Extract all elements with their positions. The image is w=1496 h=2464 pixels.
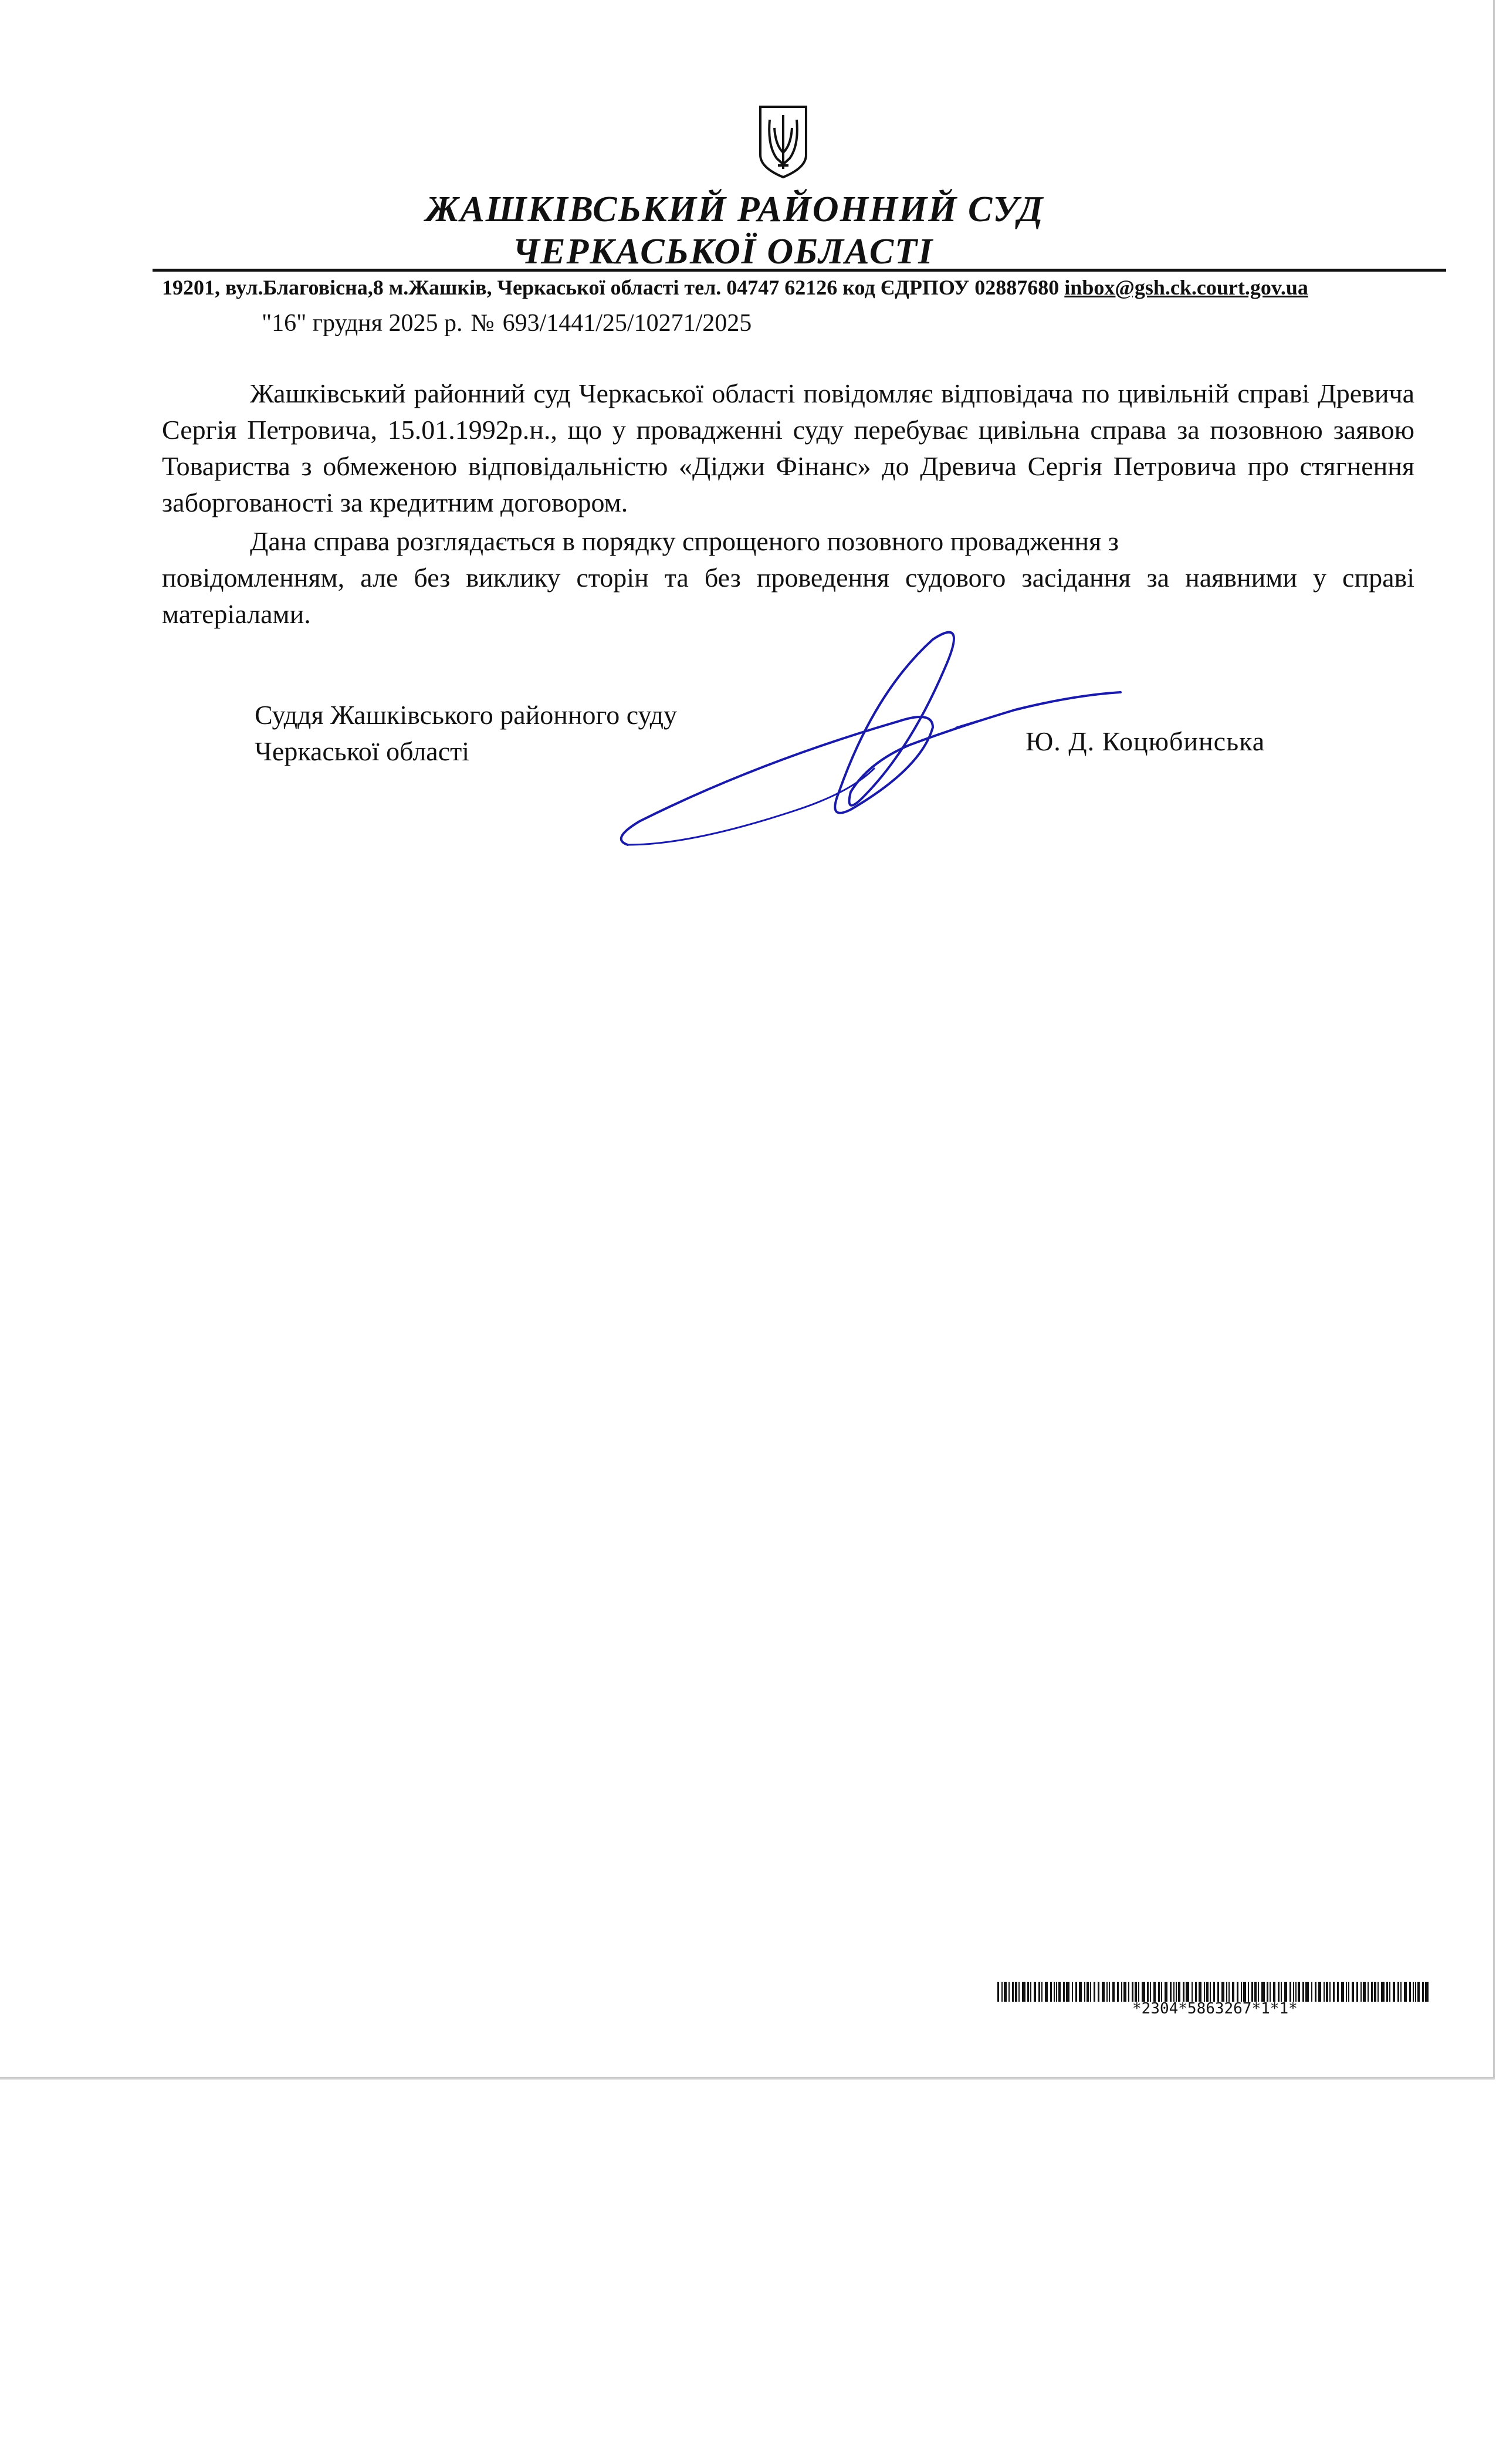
court-name-line2: ЧЕРКАСЬКОЇ ОБЛАСТІ: [512, 232, 934, 272]
body-paragraph-2-rest: повідомленням, але без виклику сторін та без проведення судового засідання за наявними у справі матеріалами.: [162, 563, 1414, 629]
trident-emblem-icon: [757, 104, 810, 180]
contact-line: [162, 275, 1308, 300]
reference-number-label: №: [471, 310, 495, 337]
contact-email: inbox@gsh.ck.court.gov.ua: [1064, 276, 1308, 299]
contact-address: 19201, вул.Благовісна,8 м.Жашків, Черкаської області тел. 04747 62126 код ЄДРПОУ 02887680: [162, 276, 1060, 299]
body-paragraph-1: Жашківський районний суд Черкаської області повідомляє відповідача по цивільній справі Древича Сергія Петровича, 15.01.1992р.н., що у провадженні суду перебуває цивільна справа за позовною заявою Товариства з обмеженою відповідальністю «Діджи Фінанс» до Древича Сергія Петровича про стягнення заборгованості за кредитним договором.: [162, 378, 1414, 517]
barcode: [997, 1982, 1431, 2002]
barcode-text: *2304*5863267*1*1*: [1132, 2000, 1298, 2018]
reference-line: [262, 309, 752, 338]
body-paragraph-2: [162, 523, 1414, 632]
reference-date: "16" грудня 2025 р.: [262, 310, 463, 337]
court-name-line1: ЖАШКІВСЬКИЙ РАЙОННИЙ СУД: [425, 189, 1044, 229]
signer-title-line2: Черкаської області: [255, 736, 470, 766]
reference-number: 693/1441/25/10271/2025: [502, 310, 752, 337]
signer-title-line1: Суддя Жашківського районного суду: [255, 700, 678, 730]
body-paragraph-2-line1: Дана справа розглядається в порядку спрощеного позовного провадження з: [250, 526, 1119, 556]
signer-name: Ю. Д. Коцюбинська: [1025, 726, 1265, 756]
header-divider: [153, 269, 1446, 272]
